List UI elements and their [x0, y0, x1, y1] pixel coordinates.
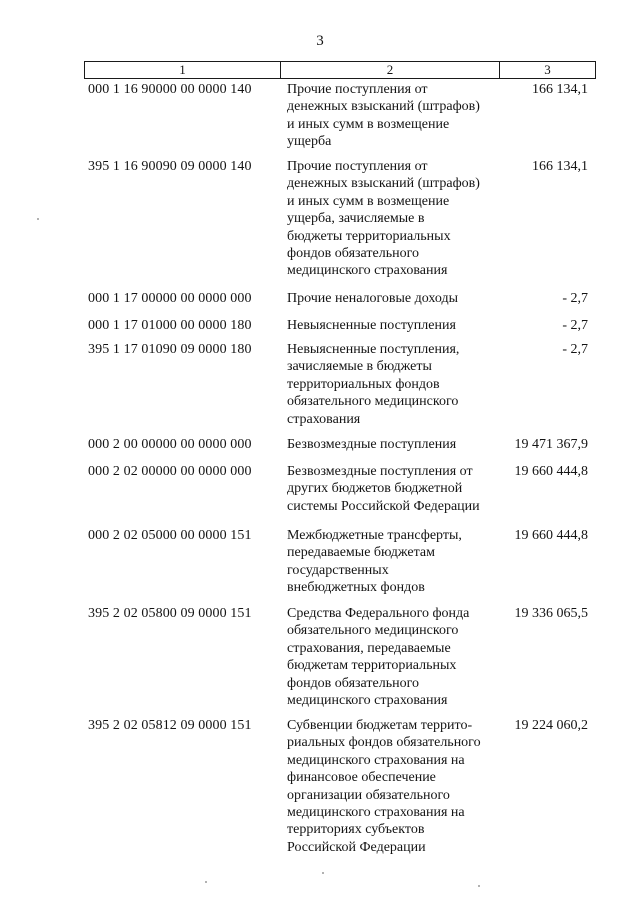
revenue-name [287, 436, 499, 453]
revenue-name-line: и иных сумм в возмещение [287, 193, 450, 209]
revenue-name-line: территориальных фондов [287, 376, 440, 392]
revenue-name [287, 317, 499, 334]
revenue-name-line: системы Российской Федерации [287, 498, 480, 514]
revenue-name-line: организации обязательного [287, 787, 450, 803]
amount-value: - 2,7 [562, 318, 588, 333]
revenue-name-line: страхования [287, 411, 361, 427]
revenue-name-line: Невыясненные поступления [287, 318, 456, 333]
revenue-name-line: бюджеты территориальных [287, 228, 451, 244]
column-header-amount: 3 [544, 62, 551, 77]
revenue-name-line: территориях субъектов [287, 822, 425, 838]
amount-value: 166 134,1 [532, 82, 588, 97]
column-header-code: 1 [85, 62, 281, 78]
revenue-name-line: Средства Федерального фонда [287, 606, 470, 621]
revenue-name-line: бюджетам территориальных [287, 658, 457, 674]
revenue-name-line: государственных [287, 562, 389, 578]
amount-value: 19 660 444,8 [514, 528, 588, 543]
revenue-name-line: Прочие неналоговые доходы [287, 291, 459, 306]
revenue-name [287, 158, 499, 280]
table-header [84, 61, 596, 79]
budget-classification-code: 000 1 17 01000 00 0000 180 [88, 318, 252, 333]
revenue-name-line: ущерба, зачисляемые в [287, 211, 425, 227]
budget-classification-code: 395 2 02 05812 09 0000 151 [88, 718, 252, 733]
revenue-name-line: Субвенции бюджетам террито- [287, 718, 473, 733]
revenue-name-line: фондов обязательного [287, 675, 419, 691]
revenue-name-line: обязательного медицинского [287, 394, 459, 410]
budget-classification-code: 395 2 02 05800 09 0000 151 [88, 606, 252, 621]
revenue-name-line: медицинского страхования [287, 693, 448, 709]
budget-classification-code: 000 1 16 90000 00 0000 140 [88, 82, 252, 97]
amount-value: - 2,7 [562, 342, 588, 357]
revenue-name [287, 463, 499, 515]
scan-speck [205, 881, 207, 883]
revenue-name-line: внебюджетных фондов [287, 580, 425, 596]
revenue-name-line: финансовое обеспечение [287, 770, 436, 786]
amount-value: 19 471 367,9 [514, 437, 588, 452]
revenue-name-line: денежных взысканий (штрафов) [287, 176, 480, 192]
amount-value: - 2,7 [562, 291, 588, 306]
amount-value: 19 224 060,2 [514, 718, 588, 733]
scan-speck [37, 218, 39, 220]
revenue-name-line: медицинского страхования [287, 263, 448, 279]
revenue-name-line: обязательного медицинского [287, 623, 459, 639]
budget-classification-code: 000 2 02 00000 00 0000 000 [88, 464, 252, 479]
amount-value: 19 660 444,8 [514, 464, 588, 479]
revenue-name-line: зачисляемые в бюджеты [287, 359, 432, 375]
revenue-name [287, 527, 499, 597]
revenue-name [287, 290, 499, 307]
revenue-name-line: передаваемые бюджетам [287, 545, 435, 561]
revenue-name-line: Невыясненные поступления, [287, 342, 460, 357]
revenue-name-line: страхования, передаваемые [287, 640, 451, 656]
revenue-name-line: фондов обязательного [287, 246, 419, 262]
revenue-name-line: и иных сумм в возмещение [287, 116, 450, 132]
revenue-name [287, 81, 499, 151]
scan-speck [322, 872, 324, 874]
revenue-name-line: Межбюджетные трансферты, [287, 528, 462, 543]
revenue-name-line: Прочие поступления от [287, 82, 428, 97]
revenue-name-line: денежных взысканий (штрафов) [287, 99, 480, 115]
revenue-name-line: медицинского страхования на [287, 805, 465, 821]
revenue-name-line: риальных фондов обязательного [287, 735, 481, 751]
column-header-name: 2 [281, 62, 500, 78]
amount-value: 19 336 065,5 [514, 606, 588, 621]
revenue-name-line: других бюджетов бюджетной [287, 481, 463, 497]
budget-classification-code: 000 2 02 05000 00 0000 151 [88, 528, 252, 543]
budget-classification-code: 395 1 17 01090 09 0000 180 [88, 342, 252, 357]
revenue-name-line: медицинского страхования на [287, 752, 465, 768]
budget-classification-code: 395 1 16 90090 09 0000 140 [88, 159, 252, 174]
budget-classification-code: 000 1 17 00000 00 0000 000 [88, 291, 252, 306]
budget-classification-code: 000 2 00 00000 00 0000 000 [88, 437, 252, 452]
revenue-name [287, 605, 499, 709]
scan-speck [478, 885, 480, 887]
page-number: 3 [316, 33, 324, 49]
revenue-name-line: Российской Федерации [287, 839, 426, 855]
revenue-name-line: Безвозмездные поступления от [287, 464, 473, 479]
revenue-name [287, 717, 499, 856]
amount-value: 166 134,1 [532, 159, 588, 174]
revenue-name-line: Безвозмездные поступления [287, 437, 457, 452]
revenue-name-line: ущерба [287, 134, 332, 150]
revenue-name [287, 341, 499, 428]
revenue-name-line: Прочие поступления от [287, 159, 428, 174]
